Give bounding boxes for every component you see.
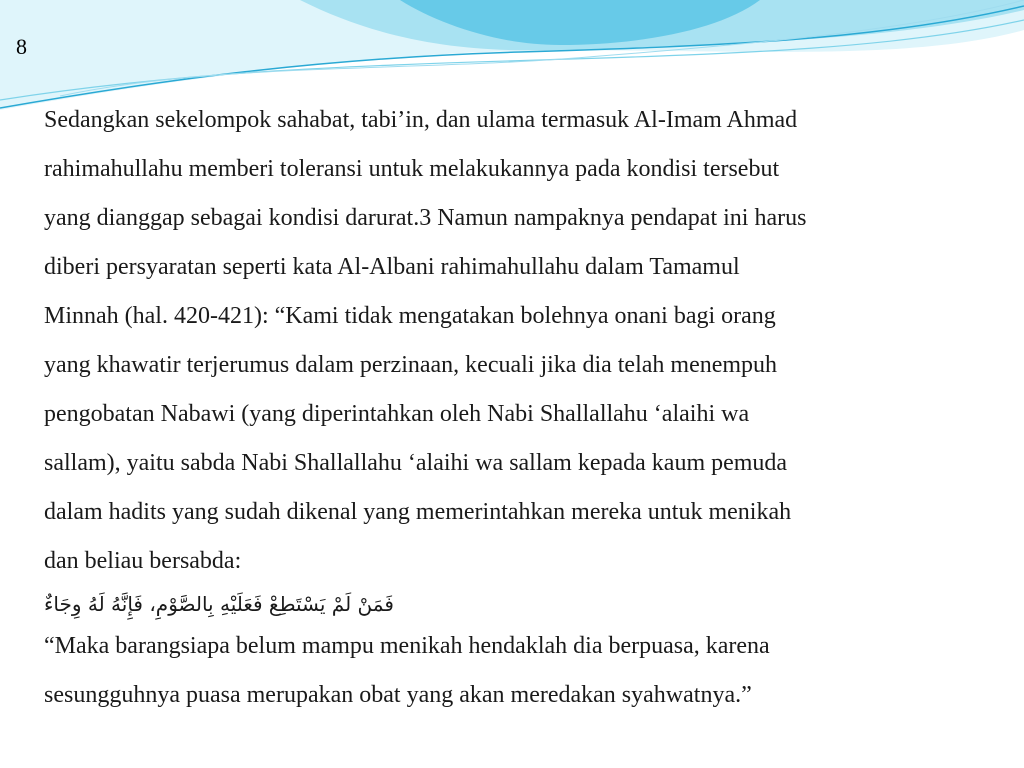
arabic-hadith-quote: فَمَنْ لَمْ يَسْتَطِعْ فَعَلَيْهِ بِالصَّوْمِ، فَإِنَّهُ لَهُ وِجَاءٌ bbox=[44, 592, 394, 616]
paragraph-line: yang khawatir terjerumus dalam perzinaan, kecuali jika dia telah menempuh bbox=[44, 352, 778, 378]
body-text bbox=[44, 96, 984, 720]
paragraph-line: dalam hadits yang sudah dikenal yang memerintahkan mereka untuk menikah bbox=[44, 499, 792, 525]
translation-line: “Maka barangsiapa belum mampu menikah hendaklah dia berpuasa, karena bbox=[44, 633, 770, 659]
translation-line: sesungguhnya puasa merupakan obat yang akan meredakan syahwatnya.” bbox=[44, 682, 752, 708]
paragraph-line: Sedangkan sekelompok sahabat, tabi’in, dan ulama termasuk Al-Imam Ahmad bbox=[44, 107, 798, 133]
paragraph-line: rahimahullahu memberi toleransi untuk melakukannya pada kondisi tersebut bbox=[44, 156, 780, 182]
paragraph-line: diberi persyaratan seperti kata Al-Albani rahimahullahu dalam Tamamul bbox=[44, 254, 740, 280]
slide-number: 8 bbox=[16, 34, 27, 59]
paragraph-line: pengobatan Nabawi (yang diperintahkan oleh Nabi Shallallahu ‘alaihi wa bbox=[44, 401, 750, 427]
paragraph-line: sallam), yaitu sabda Nabi Shallallahu ‘alaihi wa sallam kepada kaum pemuda bbox=[44, 450, 788, 476]
paragraph-line: dan beliau bersabda: bbox=[44, 548, 242, 574]
paragraph-line: yang dianggap sebagai kondisi darurat.3 Namun nampaknya pendapat ini harus bbox=[44, 205, 807, 231]
paragraph-line: Minnah (hal. 420-421): “Kami tidak mengatakan bolehnya onani bagi orang bbox=[44, 303, 776, 329]
